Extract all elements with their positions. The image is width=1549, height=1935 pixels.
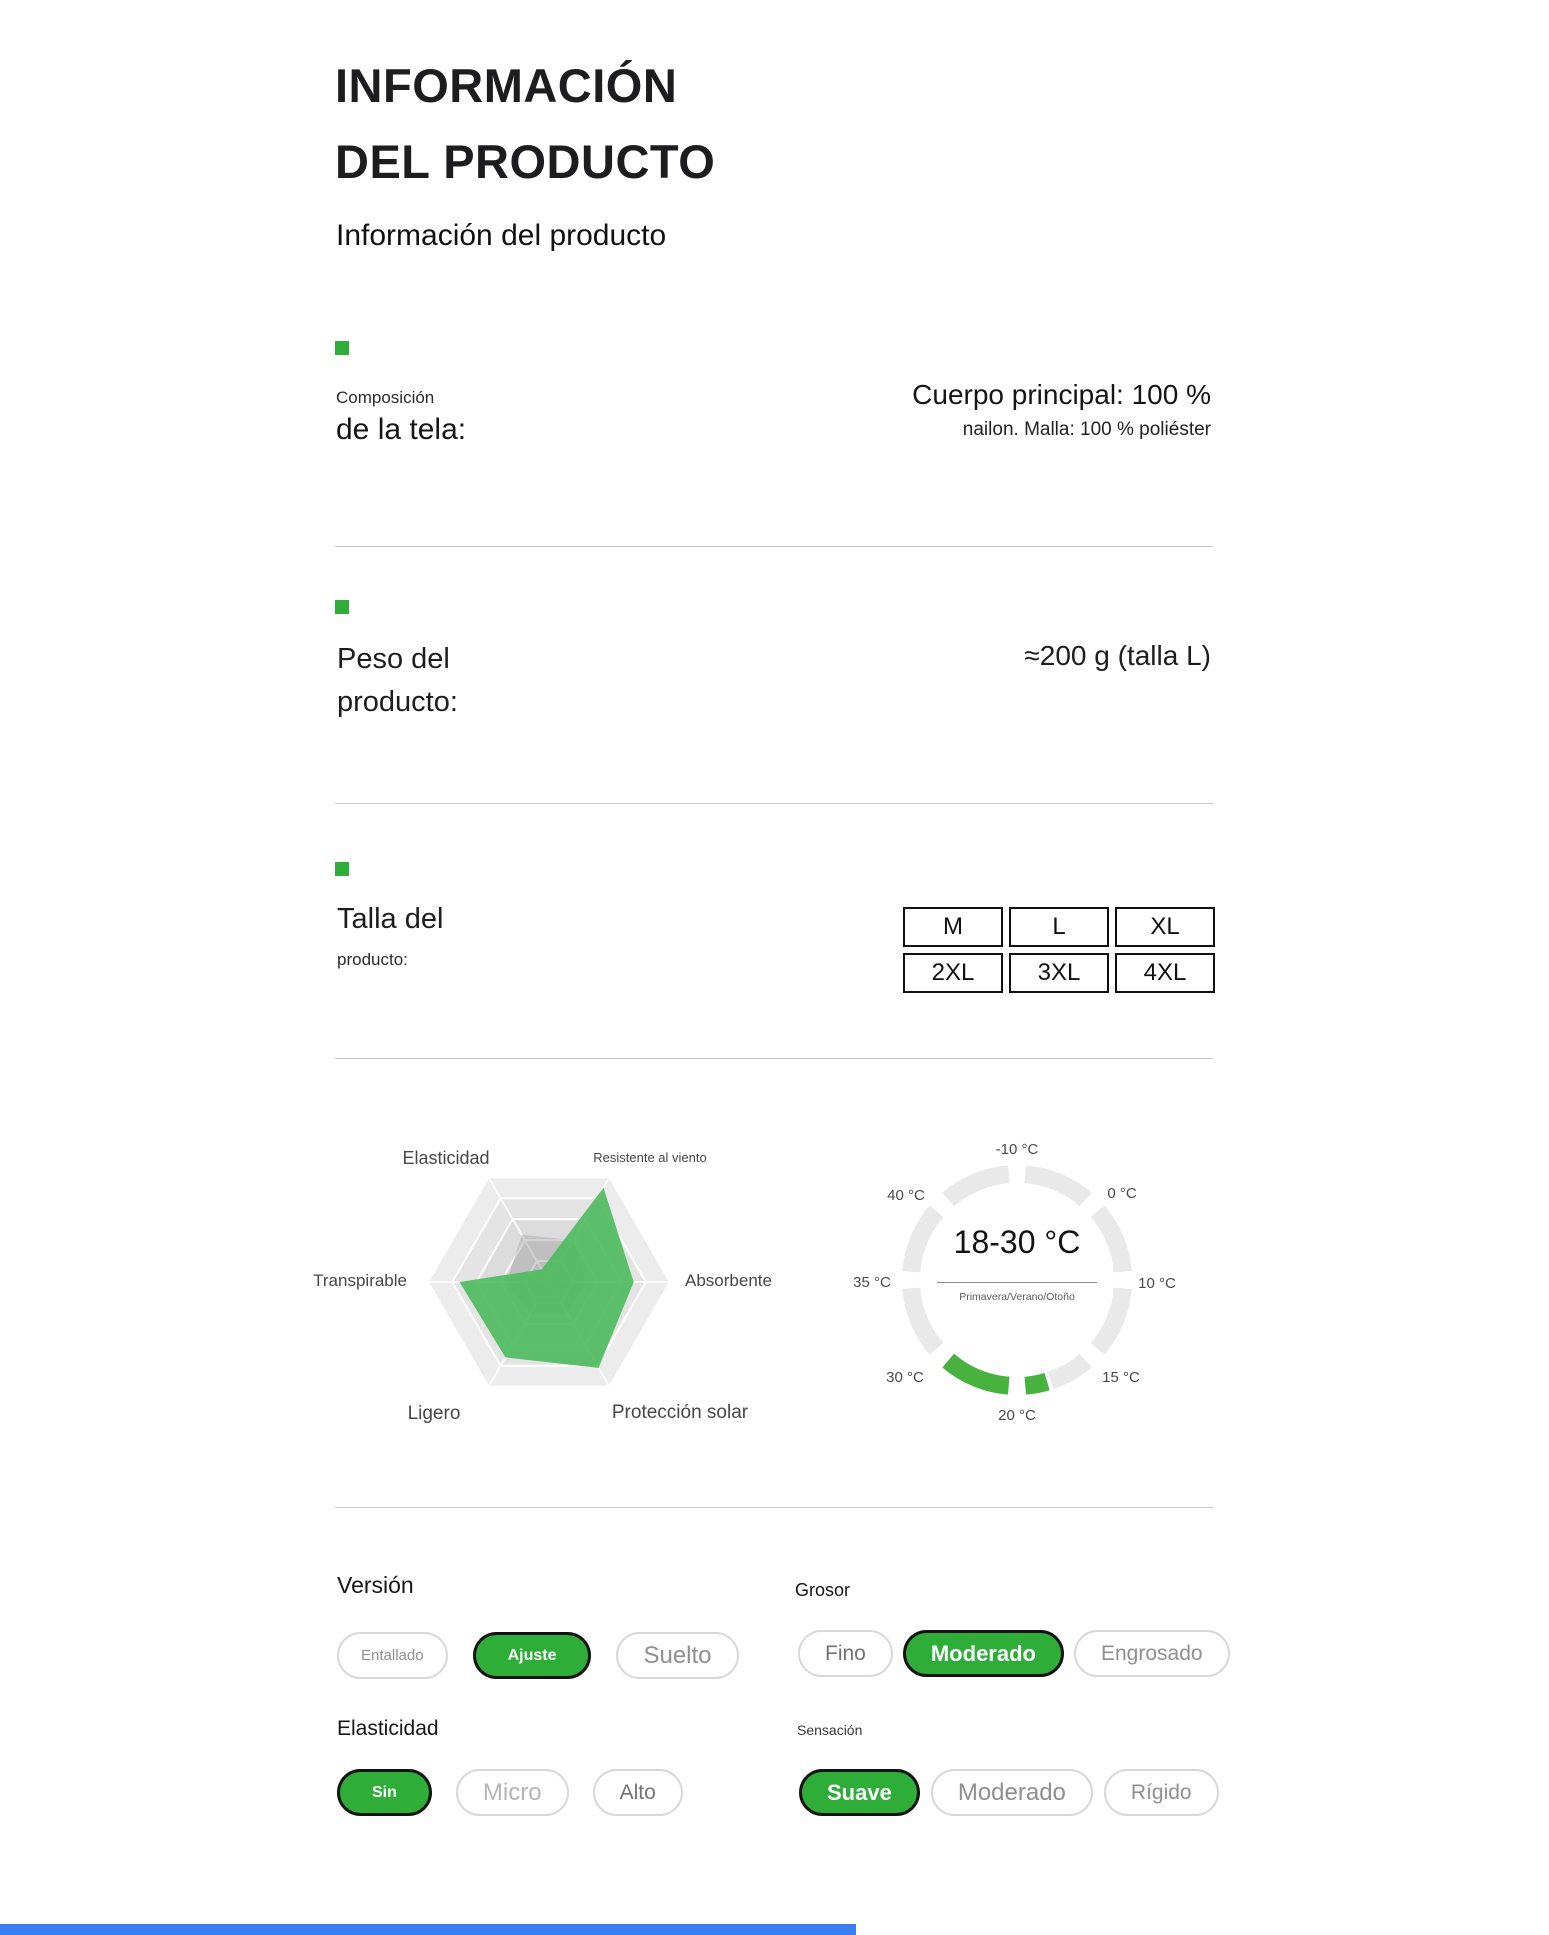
section-bullet-icon [335,341,349,355]
composition-value-main: Cuerpo principal: 100 % [912,379,1211,410]
page-title-line1: INFORMACIÓN [335,59,678,112]
weight-label [337,638,458,724]
page-subtitle: Información del producto [336,219,667,252]
radar-axis-label: Protección solar [611,1402,749,1423]
feel-heading: Sensación [797,1722,863,1738]
option-sin[interactable]: Sin [337,1769,432,1816]
gauge-tick-label: 0 °C [1107,1185,1137,1202]
page-title-line2: DEL PRODUCTO [335,135,716,188]
option-alto[interactable]: Alto [593,1769,683,1816]
gauge-segment [911,1211,936,1272]
radar-axis-label: Ligero [407,1403,461,1424]
gauge-segment [948,1174,1009,1199]
option-entallado[interactable]: Entallado [337,1632,448,1679]
composition-value-sub: nailon. Malla: 100 % poliéster [962,419,1211,440]
version-options [337,1632,739,1679]
option-moderado-grosor[interactable]: Moderado [903,1630,1064,1677]
gauge-tick-label: 40 °C [887,1187,925,1204]
temperature-gauge [840,1127,1200,1457]
gauge-tick-label: 15 °C [1102,1369,1140,1386]
radar-chart [299,1127,799,1437]
elasticity-heading: Elasticidad [337,1717,439,1740]
size-cell: 2XL [903,953,1003,993]
gauge-segment [948,1361,1009,1386]
gauge-segment [1098,1288,1123,1349]
section-bullet-icon [335,600,349,614]
size-cell: 3XL [1009,953,1109,993]
option-moderado-sensacion[interactable]: Moderado [931,1769,1093,1816]
size-cell: M [903,907,1003,947]
option-micro[interactable]: Micro [456,1769,569,1816]
gauge-tick-label: 10 °C [1138,1275,1176,1292]
size-cell: L [1009,907,1109,947]
gauge-segment [911,1288,936,1349]
radar-axis-label: Resistente al viento [593,1150,707,1165]
size-cell: 4XL [1115,953,1215,993]
divider [335,803,1213,804]
gauge-segment [1051,1361,1086,1381]
gauge-tick-label: 30 °C [886,1369,924,1386]
thickness-options [798,1630,1230,1677]
size-table [903,907,1215,993]
feel-options [799,1769,1219,1816]
elasticity-options [337,1769,683,1816]
bottom-progress-bar [0,1924,856,1935]
gauge-center-value: 18-30 °C [953,1224,1081,1260]
composition-label-main: de la tela: [336,413,467,446]
weight-label-line1: Peso del [337,643,450,675]
gauge-tick-label: -10 °C [995,1141,1039,1158]
divider [335,546,1213,547]
option-ajuste[interactable]: Ajuste [473,1632,592,1679]
gauge-tick-label: 35 °C [853,1274,891,1291]
gauge-tick-label: 20 °C [998,1407,1036,1424]
size-label-main: Talla del [337,903,444,935]
radar-axis-label: Absorbente [685,1271,772,1290]
weight-label-line2: producto: [337,686,458,718]
gauge-caption: Primavera/Verano/Otoño [959,1291,1075,1303]
size-label-sub: producto: [337,950,408,969]
composition-label-top: Composición [336,388,435,407]
section-bullet-icon [335,862,349,876]
weight-value: ≈200 g (talla L) [1024,640,1211,671]
size-cell: XL [1115,907,1215,947]
gauge-segment [1098,1211,1123,1272]
option-rigido[interactable]: Rígido [1104,1769,1219,1816]
radar-axis-label: Elasticidad [402,1148,490,1168]
option-suelto[interactable]: Suelto [616,1632,738,1679]
gauge-segment [1025,1174,1086,1199]
gauge-segment [1025,1382,1047,1386]
radar-axis-label: Transpirable [313,1271,407,1290]
option-suave[interactable]: Suave [799,1769,920,1816]
option-fino[interactable]: Fino [798,1630,893,1677]
version-heading: Versión [337,1572,414,1598]
option-engrosado[interactable]: Engrosado [1074,1630,1230,1677]
composition-value [912,379,1211,441]
divider [335,1507,1213,1508]
divider [335,1058,1213,1059]
thickness-heading: Grosor [795,1580,851,1600]
